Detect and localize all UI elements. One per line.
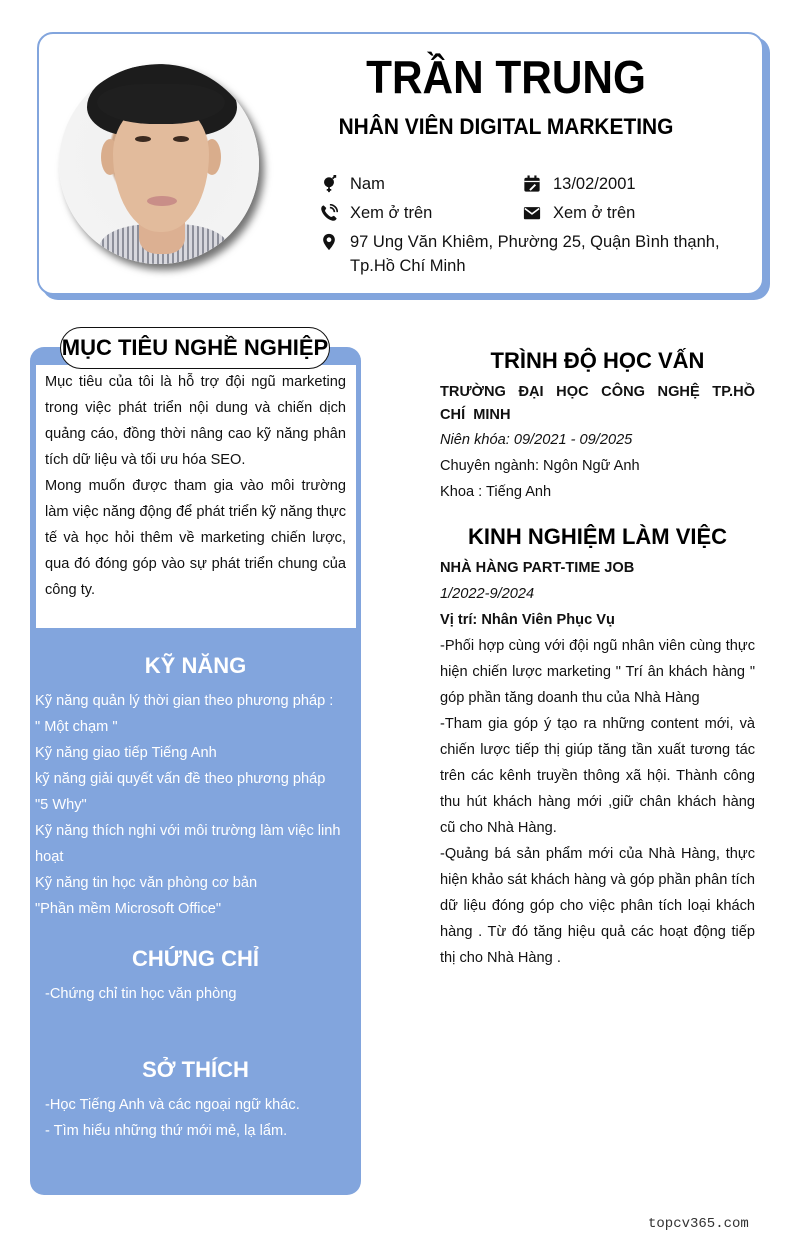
experience-duty: -Phối hợp cùng với đội ngũ nhân viên cùng thực hiện chiến lược marketing " Trí ân khách hàng " góp phần tăng doanh thu của Nhà Hàng xyxy=(440,638,755,706)
address-value: 97 Ung Văn Khiêm, Phường 25, Quận Bình thạnh, Tp.Hồ Chí Minh xyxy=(350,233,720,275)
hobbies-heading: SỞ THÍCH xyxy=(142,1057,249,1082)
skill-item: Kỹ năng quản lý thời gian theo phương pháp : " Một chạm " xyxy=(35,693,334,735)
skill-item: Kỹ năng giao tiếp Tiếng Anh xyxy=(35,745,217,761)
skill-item: kỹ năng giải quyết vấn đề theo phương pháp "5 Why" xyxy=(35,771,326,813)
hobby-item: - Tìm hiểu những thứ mới mẻ, lạ lẩm. xyxy=(45,1123,288,1139)
info-phone xyxy=(319,203,432,225)
education-faculty: Khoa : Tiếng Anh xyxy=(440,484,552,500)
objective-paragraph: Mục tiêu của tôi là hỗ trợ đội ngũ marketing trong việc phát triển nội dung và chiến dịch quảng cáo, đồng thời nâng cao kỹ năng phân tích dữ liệu và tối ưu hóa SEO. xyxy=(45,374,346,468)
objective-heading: MỤC TIÊU NGHỀ NGHIỆP xyxy=(60,327,330,369)
school-name: TRƯỜNG ĐẠI HỌC CÔNG NGHỆ TP.HỒ CHÍ MINH xyxy=(440,384,755,423)
avatar-fringe xyxy=(97,84,225,124)
email-value: Xem ở trên xyxy=(553,204,636,222)
experience-block xyxy=(440,555,755,971)
skill-item: Kỹ năng thích nghi với môi trường làm việc linh hoạt xyxy=(35,823,341,865)
education-period: Niên khóa: 09/2021 - 09/2025 xyxy=(440,432,633,448)
experience-heading: KINH NGHIỆM LÀM VIỆC xyxy=(467,524,728,549)
experience-duty: -Quảng bá sản phẩm mới của Nhà Hàng, thực hiện khảo sát khách hàng và góp phần phân tích dữ liệu đóng góp cho việc phân tích loại khách hàng . Từ đó tăng hiệu quả các hoạt động tiếp thị cho Nhà Hàng . xyxy=(440,846,755,966)
avatar-eye-right xyxy=(173,136,189,142)
education-heading: TRÌNH ĐỘ HỌC VẤN xyxy=(490,348,705,373)
certificate-item: -Chứng chỉ tin học văn phòng xyxy=(45,986,237,1002)
envelope-icon xyxy=(522,203,542,223)
info-email xyxy=(522,203,635,225)
gender-icon xyxy=(319,174,339,194)
phone-value: Xem ở trên xyxy=(350,204,433,222)
info-address xyxy=(319,232,750,278)
certificates-list xyxy=(45,981,365,1007)
experience-position: Vị trí: Nhân Viên Phục Vụ xyxy=(440,612,615,628)
info-birthday xyxy=(522,174,636,196)
hobby-item: -Học Tiếng Anh và các ngoại ngữ khác. xyxy=(45,1097,300,1113)
phone-icon xyxy=(319,203,339,223)
avatar-eye-left xyxy=(135,136,151,142)
watermark: topcv365.com xyxy=(648,1216,749,1232)
skill-item: Kỹ năng tin học văn phòng cơ bản "Phần mềm Microsoft Office" xyxy=(35,875,258,917)
skills-list xyxy=(35,688,355,922)
map-pin-icon xyxy=(319,232,339,252)
objective-paragraph: Mong muốn được tham gia vào môi trường làm việc năng động để phát triển kỹ năng thực tế và học hỏi thêm về marketing chiến lược, qua đó đóng góp vào sự phát triển chung của công ty. xyxy=(45,478,346,598)
certificates-heading: CHỨNG CHỈ xyxy=(131,946,260,971)
hobbies-list xyxy=(45,1092,365,1144)
candidate-name: TRẦN TRUNG xyxy=(366,51,646,103)
calendar-icon xyxy=(522,174,542,194)
birthday-value: 13/02/2001 xyxy=(553,175,636,193)
avatar xyxy=(59,64,259,264)
experience-period: 1/2022-9/2024 xyxy=(440,586,535,602)
objective-text xyxy=(45,369,346,603)
avatar-lips xyxy=(147,196,177,206)
education-block xyxy=(440,381,755,505)
gender-value: Nam xyxy=(350,175,385,193)
company-name: NHÀ HÀNG PART-TIME JOB xyxy=(440,560,635,576)
experience-duty: -Tham gia góp ý tạo ra những content mới, và chiến lược tiếp thị giúp tăng tần xuất tương tác trên các kênh truyền thông xã hội. Thành công thu hút khách hàng mới ,giữ chân khách hàng cũ cho Nhà Hàng. xyxy=(440,716,755,836)
skills-heading: KỸ NĂNG xyxy=(144,653,247,678)
candidate-title: NHÂN VIÊN DIGITAL MARKETING xyxy=(338,114,674,139)
education-major: Chuyên ngành: Ngôn Ngữ Anh xyxy=(440,458,640,474)
info-gender xyxy=(319,174,385,196)
